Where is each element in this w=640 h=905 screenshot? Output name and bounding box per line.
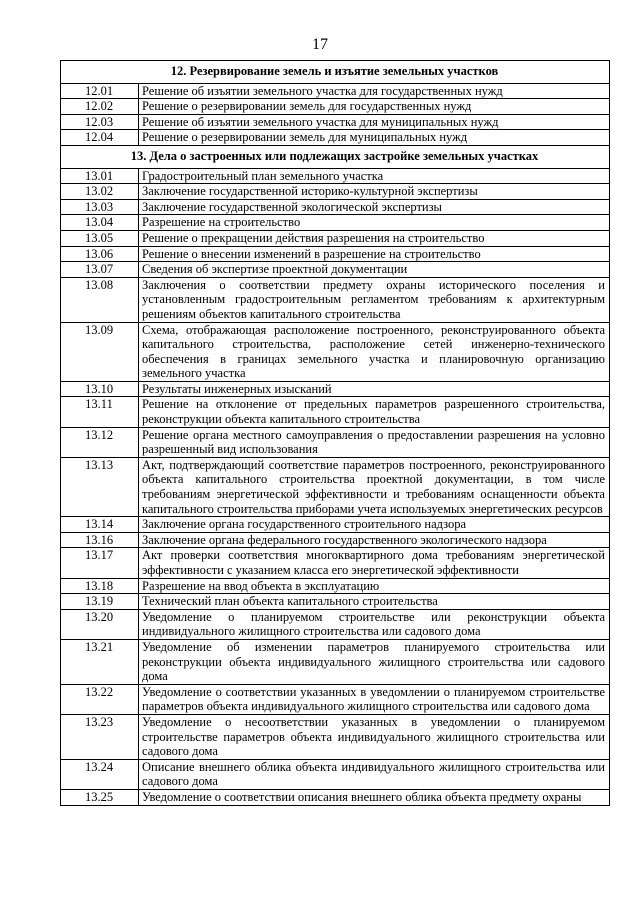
document-description: Градостроительный план земельного участка	[139, 168, 610, 184]
document-description: Схема, отображающая расположение построенного, реконструированного объекта капитального строительства, расположение сетей инженерно-технического обеспечения в границах земельного участка и планировочную организацию земельного участка	[139, 322, 610, 381]
document-description: Уведомление о планируемом строительстве или реконструкции объекта индивидуального жилищного строительства или садового дома	[139, 609, 610, 639]
document-code: 13.22	[61, 684, 139, 714]
document-code: 13.17	[61, 548, 139, 578]
document-code: 13.23	[61, 714, 139, 759]
table-row	[61, 246, 610, 262]
document-description: Уведомление о соответствии указанных в уведомлении о планируемом строительстве параметров объекта индивидуального жилищного строительства или садового дома	[139, 684, 610, 714]
document-code: 12.03	[61, 114, 139, 130]
document-code: 13.03	[61, 199, 139, 215]
table-row	[61, 594, 610, 610]
table-row	[61, 230, 610, 246]
document-description: Заключение органа государственного строительного надзора	[139, 517, 610, 533]
document-code: 13.10	[61, 381, 139, 397]
document-code: 13.04	[61, 215, 139, 231]
table-row	[61, 322, 610, 381]
table-row	[61, 684, 610, 714]
table-row	[61, 578, 610, 594]
document-description: Разрешение на ввод объекта в эксплуатацию	[139, 578, 610, 594]
table-row	[61, 83, 610, 99]
document-code: 13.25	[61, 789, 139, 805]
table-row	[61, 609, 610, 639]
document-code: 13.06	[61, 246, 139, 262]
document-description: Акт проверки соответствия многоквартирного дома требованиям энергетической эффективности с указанием класса его энергетической эффективности	[139, 548, 610, 578]
table-row	[61, 789, 610, 805]
document-code: 12.04	[61, 130, 139, 146]
document-code: 13.01	[61, 168, 139, 184]
table-row	[61, 199, 610, 215]
document-registry-table	[60, 60, 610, 806]
table-row	[61, 215, 610, 231]
document-code: 13.21	[61, 639, 139, 684]
document-code: 13.02	[61, 184, 139, 200]
document-description: Заключения о соответствии предмету охраны исторического поселения и установленным градостроительным регламентом требованиям к архитектурным решениям объектов капитального строительства	[139, 277, 610, 322]
table-row	[61, 130, 610, 146]
document-description: Решение о прекращении действия разрешения на строительство	[139, 230, 610, 246]
document-description: Решение о резервировании земель для муниципальных нужд	[139, 130, 610, 146]
table-row	[61, 427, 610, 457]
document-description: Заключение государственной историко-культурной экспертизы	[139, 184, 610, 200]
document-code: 13.19	[61, 594, 139, 610]
document-description: Заключение органа федерального государственного экологического надзора	[139, 532, 610, 548]
document-code: 12.02	[61, 99, 139, 115]
document-description: Решение на отклонение от предельных параметров разрешенного строительства, реконструкции объекта капитального строительства	[139, 397, 610, 427]
document-code: 13.07	[61, 262, 139, 278]
document-description: Технический план объекта капитального строительства	[139, 594, 610, 610]
table-row	[61, 759, 610, 789]
table-row	[61, 532, 610, 548]
section-heading-row	[61, 61, 610, 84]
document-code: 13.13	[61, 457, 139, 516]
page-number: 17	[312, 36, 328, 53]
section-title: 13. Дела о застроенных или подлежащих застройке земельных участках	[61, 145, 610, 168]
document-code: 13.16	[61, 532, 139, 548]
document-description: Заключение государственной экологической экспертизы	[139, 199, 610, 215]
section-heading-row	[61, 145, 610, 168]
table-row	[61, 168, 610, 184]
document-description: Сведения об экспертизе проектной документации	[139, 262, 610, 278]
document-description: Разрешение на строительство	[139, 215, 610, 231]
document-code: 13.11	[61, 397, 139, 427]
document-code: 13.12	[61, 427, 139, 457]
document-description: Решение об изъятии земельного участка для муниципальных нужд	[139, 114, 610, 130]
table-row	[61, 517, 610, 533]
document-description: Акт, подтверждающий соответствие параметров построенного, реконструированного объекта капитального строительства проектной документации, в том числе требованиям энергетической эффективности и требованиям оснащенности объекта капитального строительства приборами учета используемых энергетических ресурсов	[139, 457, 610, 516]
table-row	[61, 639, 610, 684]
table-row	[61, 99, 610, 115]
document-description: Уведомление о соответствии описания внешнего облика объекта предмету охраны	[139, 789, 610, 805]
document-description: Решение о резервировании земель для государственных нужд	[139, 99, 610, 115]
table-row	[61, 114, 610, 130]
document-code: 13.14	[61, 517, 139, 533]
table-row	[61, 381, 610, 397]
document-code: 13.18	[61, 578, 139, 594]
table-row	[61, 262, 610, 278]
table-row	[61, 277, 610, 322]
document-code: 13.24	[61, 759, 139, 789]
document-code: 13.05	[61, 230, 139, 246]
document-description: Решение о внесении изменений в разрешение на строительство	[139, 246, 610, 262]
section-title: 12. Резервирование земель и изъятие земельных участков	[61, 61, 610, 84]
document-code: 13.08	[61, 277, 139, 322]
document-description: Описание внешнего облика объекта индивидуального жилищного строительства или садового дома	[139, 759, 610, 789]
table-row	[61, 714, 610, 759]
document-description: Решение органа местного самоуправления о предоставлении разрешения на условно разрешенный вид использования	[139, 427, 610, 457]
table-row	[61, 457, 610, 516]
table-row	[61, 548, 610, 578]
document-code: 13.20	[61, 609, 139, 639]
document-code: 12.01	[61, 83, 139, 99]
document-code: 13.09	[61, 322, 139, 381]
document-description: Уведомление об изменении параметров планируемого строительства или реконструкции объекта индивидуального жилищного строительства или садового дома	[139, 639, 610, 684]
document-description: Решение об изъятии земельного участка для государственных нужд	[139, 83, 610, 99]
table-row	[61, 184, 610, 200]
registry-body	[61, 61, 610, 806]
table-row	[61, 397, 610, 427]
document-description: Уведомление о несоответствии указанных в уведомлении о планируемом строительстве параметров объекта индивидуального жилищного строительства или садового дома	[139, 714, 610, 759]
document-description: Результаты инженерных изысканий	[139, 381, 610, 397]
